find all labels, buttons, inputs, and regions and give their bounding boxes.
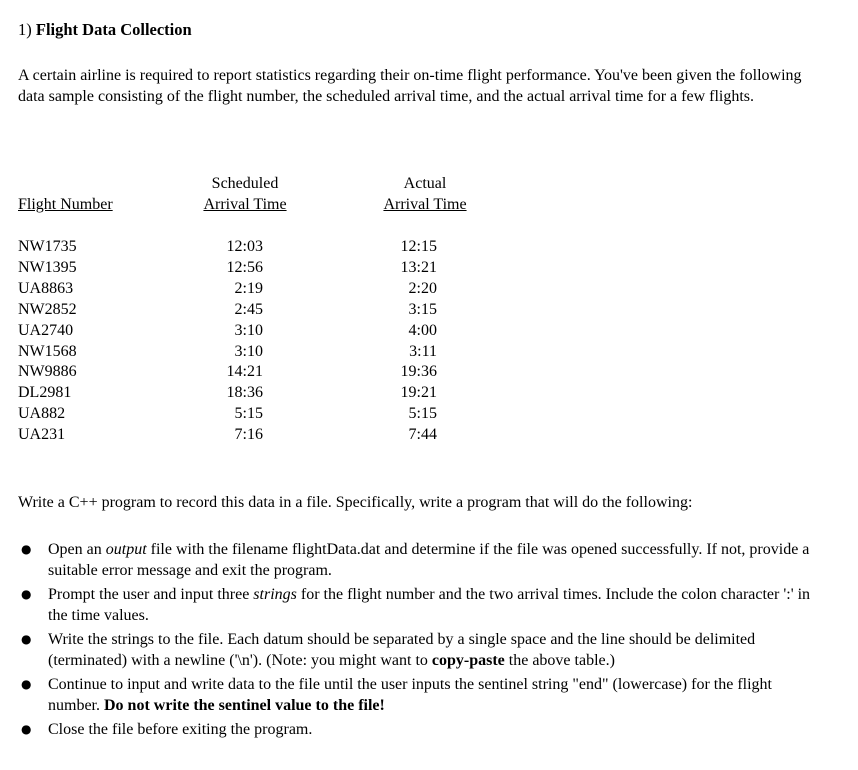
column-scheduled-arrival [199,237,263,446]
header-scheduled-top: Scheduled [211,175,279,192]
requirement-text: for the flight number and the two arrival times. Include the colon character ':' in the time values. [48,586,811,624]
scheduled-time-cell: 2:19 [234,279,263,297]
actual-time-cell: 13:21 [400,258,437,276]
flight-number-cell: DL2981 [18,384,72,402]
scheduled-time-cell: 3:10 [234,342,263,360]
scheduled-time-cell: 3:10 [234,321,263,339]
actual-time-cell: 7:44 [408,426,437,444]
scheduled-time-cell: 18:36 [226,384,263,402]
requirement-text: Open an [48,541,106,558]
scheduled-time-cell: 5:15 [234,405,263,423]
flight-number-cell: NW9886 [18,363,77,381]
scheduled-time-cell: 2:45 [234,300,263,318]
flight-number-cell: UA8863 [18,279,74,297]
actual-time-cell: 3:11 [409,342,437,360]
flight-number-cell: UA2740 [18,321,74,339]
header-scheduled-bottom: Arrival Time [203,196,287,213]
requirement-text: Do not write the sentinel value to the file! [104,697,385,714]
column-actual-arrival [393,237,437,446]
bullet-icon: ● [21,722,32,736]
header-actual-top: Actual [403,175,447,192]
bullet-icon: ● [21,632,32,646]
flight-number-cell: UA882 [18,405,66,423]
actual-time-cell: 5:15 [408,405,437,423]
requirement-item [18,539,818,581]
flight-number-cell: UA231 [18,426,66,444]
requirement-item [18,674,818,716]
scheduled-time-cell: 12:03 [226,238,263,255]
bullet-icon: ● [21,677,32,691]
requirement-text: Prompt the user and input three [48,586,254,603]
requirement-item [18,584,818,626]
requirement-text: Continue to input and write data to the file until the user inputs the sentinel string "end" (lowercase) for the flight number. [48,676,772,714]
requirement-item [18,719,818,740]
scheduled-time-cell: 12:56 [226,258,263,276]
actual-time-cell: 2:20 [408,279,437,297]
requirement-text: output [105,541,147,558]
scheduled-time-cell: 14:21 [226,363,263,381]
section-title-text: Flight Data Collection [35,20,192,39]
requirement-text: copy-paste [431,652,505,669]
actual-time-cell: 19:36 [400,363,437,381]
requirement-text: the above table.) [504,652,615,669]
header-actual-arrival [370,173,480,215]
flight-number-cell: NW1568 [18,342,77,360]
requirement-text: Close the file before exiting the program. [48,721,313,738]
header-flight-number-label: Flight Number [18,196,113,213]
actual-time-cell: 4:00 [408,321,437,339]
requirement-item [18,629,818,671]
scheduled-time-cell: 7:16 [234,426,263,444]
header-actual-bottom: Arrival Time [383,196,467,213]
flight-number-cell: NW1735 [18,238,77,255]
bullet-icon: ● [21,542,32,556]
flight-number-cell: NW2852 [18,300,77,318]
section-number: 1) [18,20,32,39]
requirement-text: strings [253,586,297,603]
column-flight-number [18,237,77,446]
requirement-text: Write the strings to the file. Each datum should be separated by a single space and the line should be delimited (terminated) with a newline ('\n'). (Note: you might want to [48,631,756,669]
task-paragraph: Write a C++ program to record this data in a file. Specifically, write a program that will do the following: [18,494,693,511]
requirement-text: file with the filename flightData.dat and determine if the file was opened successfully. If not, provide a suitable error message and exit the program. [48,541,810,579]
requirements-list [18,539,818,743]
flight-number-cell: NW1395 [18,258,77,276]
actual-time-cell: 3:15 [408,300,437,318]
header-flight-number [18,194,113,215]
header-scheduled-arrival [190,173,300,215]
intro-paragraph: A certain airline is required to report statistics regarding their on-time flight performance. You've been given the following data sample consisting of the flight number, the scheduled arrival time, and the actual arrival time for a few flights. [18,67,802,105]
actual-time-cell: 12:15 [400,238,437,255]
bullet-icon: ● [21,587,32,601]
actual-time-cell: 19:21 [400,384,437,402]
